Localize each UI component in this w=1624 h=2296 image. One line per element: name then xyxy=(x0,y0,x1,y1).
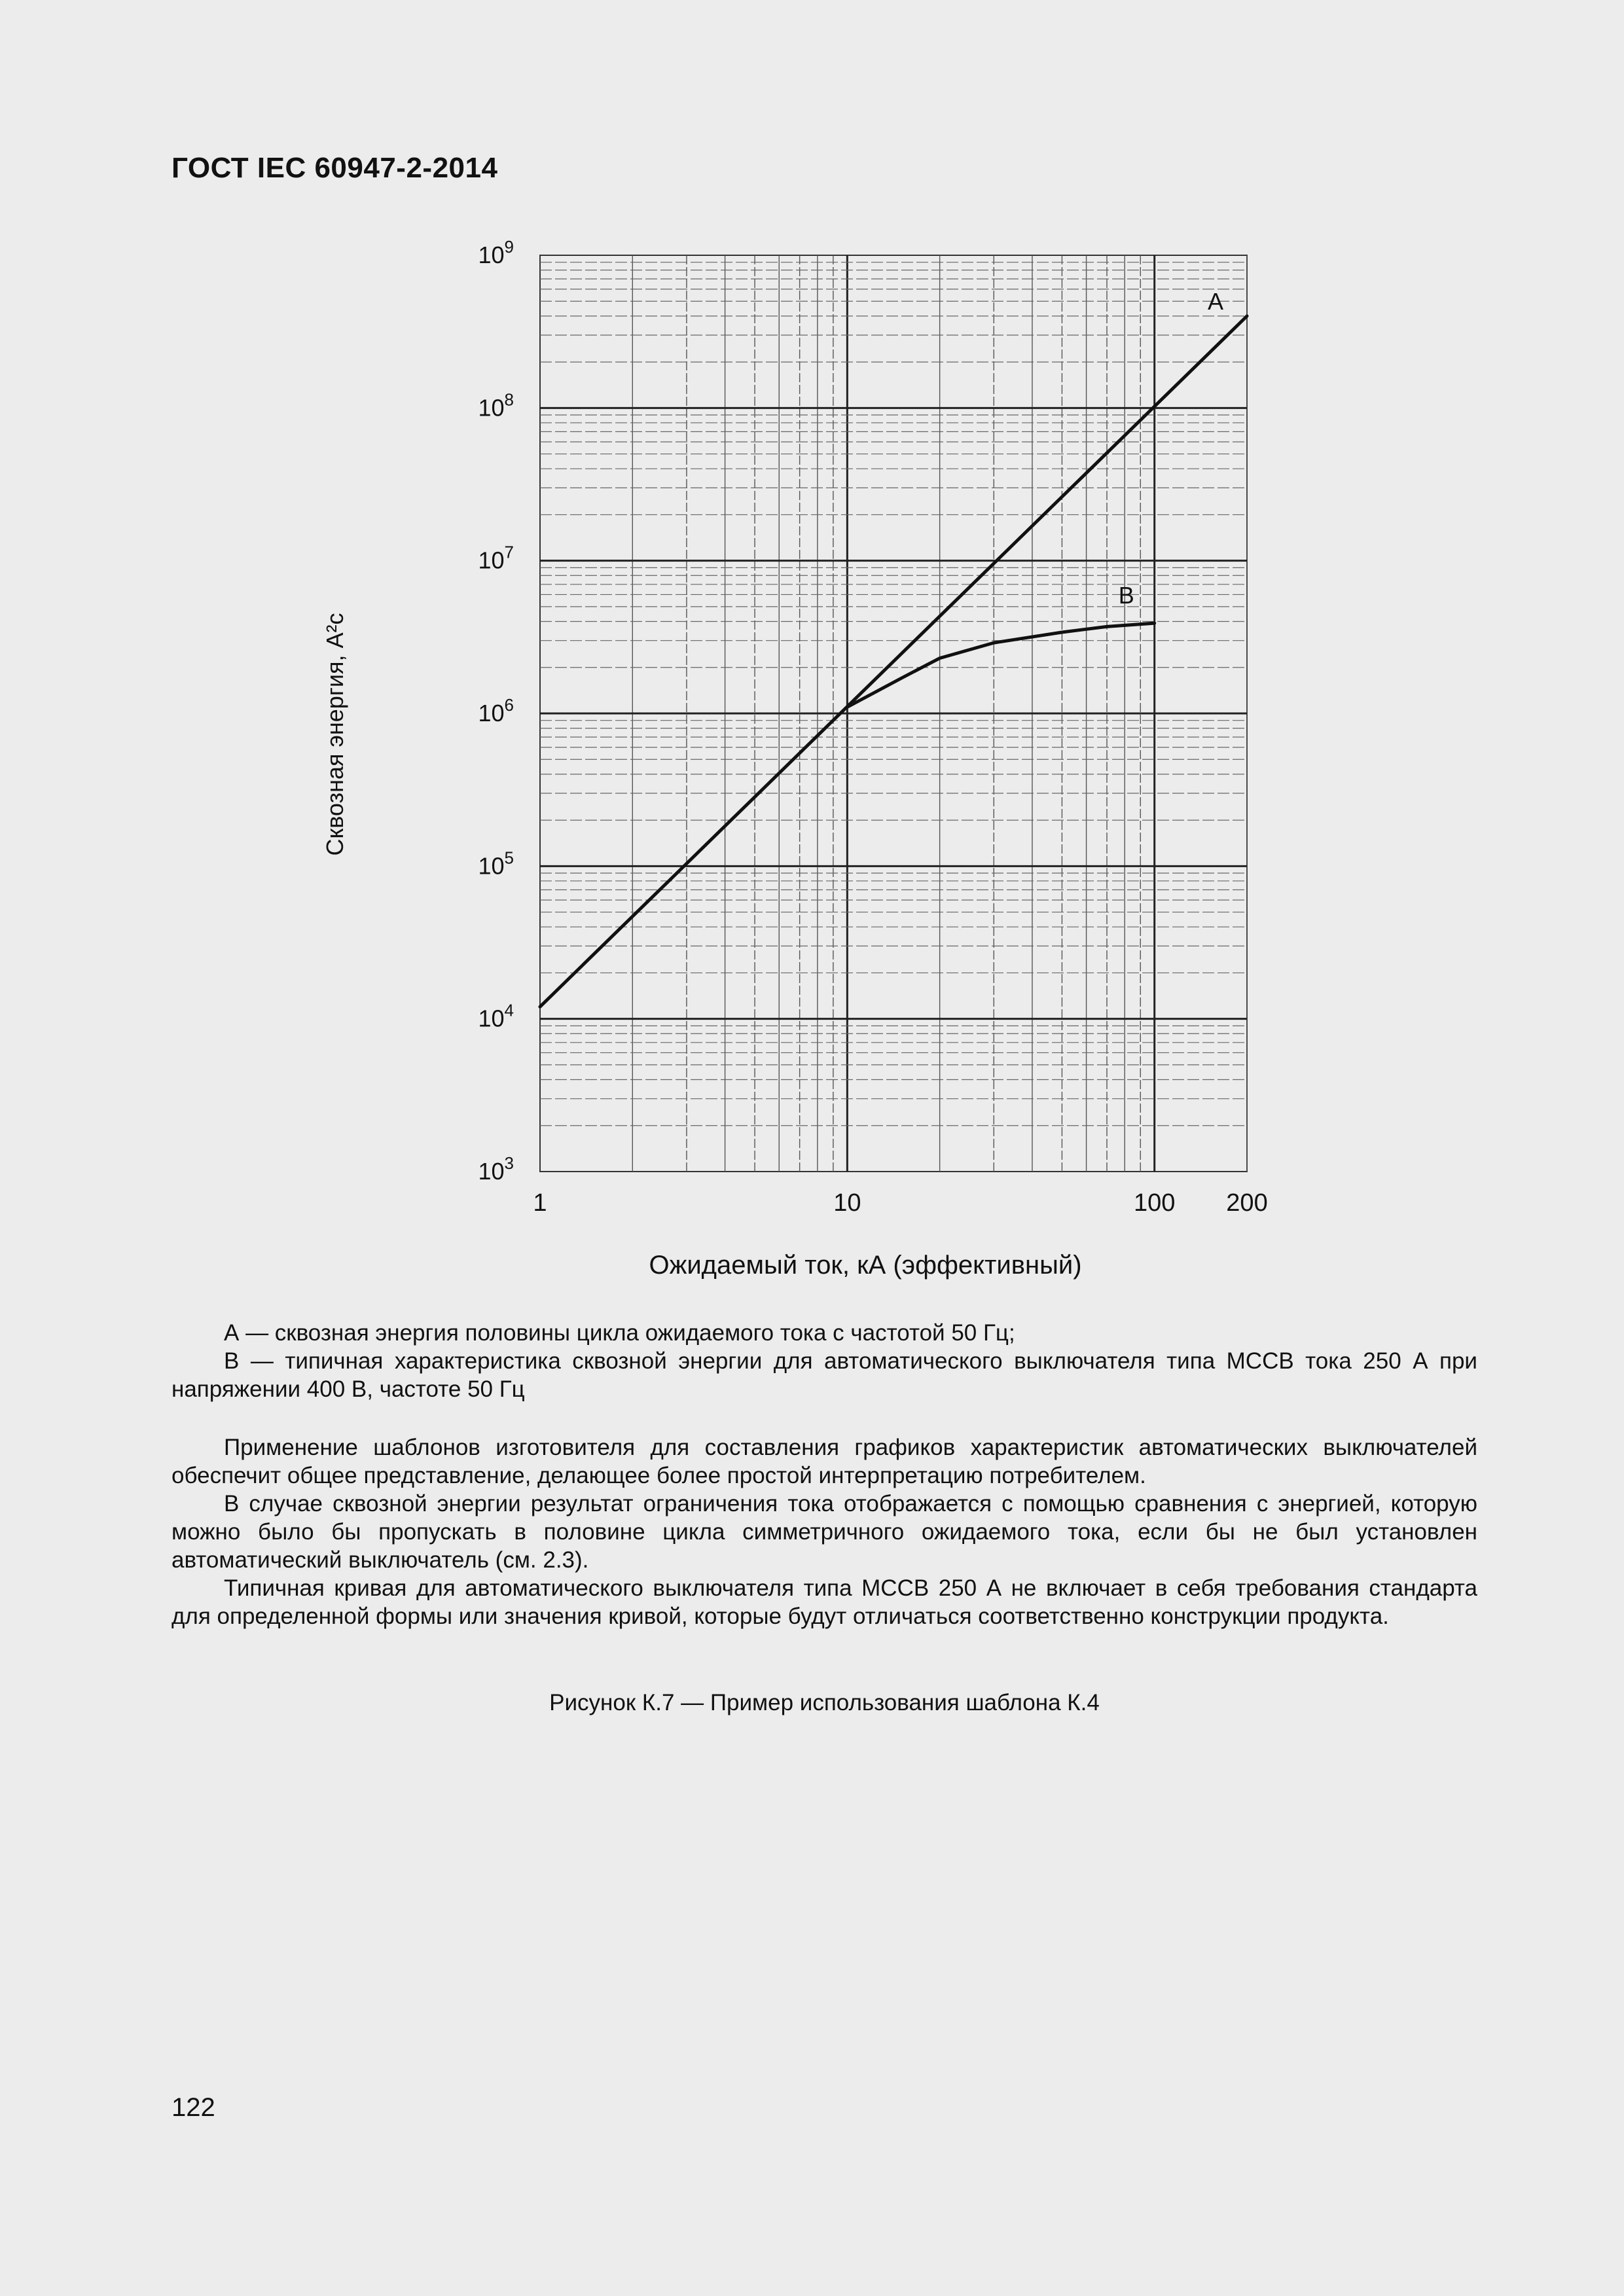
chart-series xyxy=(540,316,1247,1007)
series-label-a: A xyxy=(1208,287,1224,315)
y-axis-title: Сквозная энергия, A²c xyxy=(321,613,348,856)
y-tick-label: $10^6$ xyxy=(478,695,514,726)
x-axis-title: Ожидаемый ток, кА (эффективный) xyxy=(649,1251,1082,1280)
paragraph-2: В случае сквозной энергии результат ограничения тока отображается с помощью сравнения с энергией, которую можно было бы пропускать в половине цикла симметричного ожидаемого тока, если бы не был установлен автоматический выключатель (см. 2.3). xyxy=(171,1491,1477,1573)
paragraph-1: Применение шаблонов изготовителя для составления графиков характеристик автоматических выключателей обеспечит общее представление, делающее более простой интерпретацию потребителем. xyxy=(171,1435,1477,1488)
legend-line-b: В — типичная характеристика сквозной энергии для автоматического выключателя типа МССВ тока 250 А при напряжении 400 В, частоте 50 Гц xyxy=(171,1348,1477,1402)
x-tick-label: 100 xyxy=(1134,1189,1176,1217)
y-tick-label: $10^5$ xyxy=(478,848,514,880)
page-number: 122 xyxy=(171,2093,215,2122)
series-line-b xyxy=(847,623,1154,707)
paragraph-3: Типичная кривая для автоматического выключателя типа МССВ 250 А не включает в себя требования стандарта для определенной формы или значения кривой, которые будут отличаться соответственно конструкции продукта. xyxy=(171,1575,1477,1629)
figure-legend xyxy=(171,1319,1477,1403)
x-tick-label: 1 xyxy=(533,1189,547,1217)
y-tick-label: $10^7$ xyxy=(478,542,514,574)
x-tick-label: 200 xyxy=(1226,1189,1268,1217)
legend-line-a: А — сквозная энергия половины цикла ожидаемого тока с частотой 50 Гц; xyxy=(224,1320,1015,1346)
figure-caption: Рисунок К.7 — Пример использования шаблона К.4 xyxy=(549,1690,1100,1715)
chart-grid xyxy=(540,255,1247,1172)
body-text xyxy=(171,1433,1477,1630)
y-tick-label: $10^9$ xyxy=(478,237,514,268)
x-tick-label: 10 xyxy=(833,1189,861,1217)
series-line-a xyxy=(540,316,1247,1007)
y-tick-label: $10^4$ xyxy=(478,1000,514,1032)
y-tick-label: $10^3$ xyxy=(478,1153,514,1185)
series-label-b: B xyxy=(1118,582,1134,609)
document-header: ГОСТ IEC 60947-2-2014 xyxy=(171,152,498,184)
y-tick-label: $10^8$ xyxy=(478,389,514,422)
